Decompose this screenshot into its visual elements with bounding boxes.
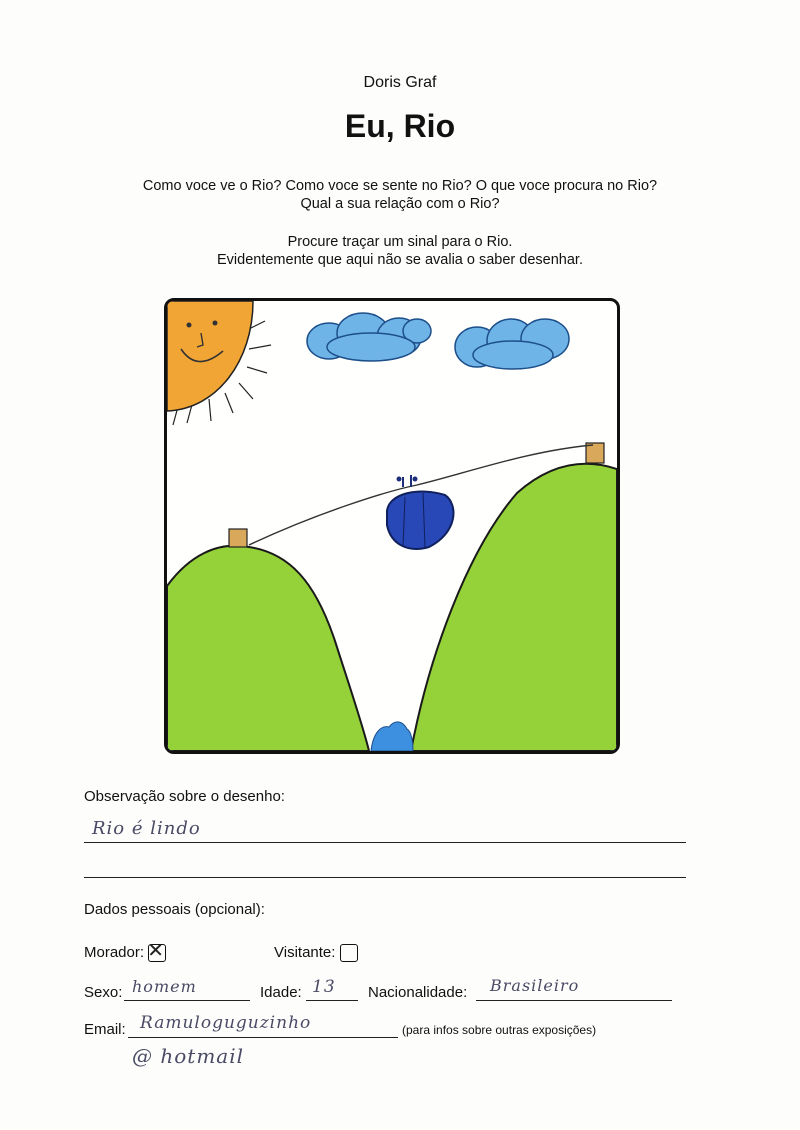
- cable-car-drawing: [387, 475, 453, 549]
- email-field-value-line2: @ hotmail: [132, 1044, 244, 1068]
- child-drawing: [167, 301, 617, 751]
- page-title: Eu, Rio: [344, 108, 456, 144]
- sex-field-line: [124, 1000, 250, 1001]
- nationality-field-value[interactable]: Brasileiro: [490, 976, 580, 995]
- email-label: Email:: [84, 1021, 126, 1038]
- age-field-line: [306, 1000, 358, 1001]
- water-drawing: [371, 722, 413, 751]
- resident-checkbox[interactable]: [147, 938, 166, 963]
- question-line-1: Como voce ve o Rio? Como voce se sente no Rio? O que voce procura no Rio?: [142, 178, 658, 194]
- observation-handwritten-value: Rio é lindo: [92, 818, 201, 839]
- visitor-label: Visitante:: [274, 944, 336, 961]
- author-name: Doris Graf: [363, 74, 437, 91]
- sun-drawing: [167, 301, 271, 425]
- visitor-row: [274, 944, 358, 962]
- visitor-checkbox[interactable]: [340, 944, 358, 962]
- age-label: Idade:: [260, 984, 302, 1001]
- observation-line-2: [84, 877, 686, 878]
- cloud-drawing-left: [307, 313, 431, 361]
- instruction-line-2: Evidentemente que aqui não se avalia o saber desenhar.: [217, 252, 583, 268]
- email-field-line: [128, 1037, 398, 1038]
- nationality-label: Nacionalidade:: [368, 984, 468, 1001]
- mountain-drawing-right: [411, 443, 617, 751]
- instruction-line-1: Procure traçar um sinal para o Rio.: [287, 234, 513, 250]
- mountain-drawing-left: [167, 529, 369, 751]
- sex-field-value[interactable]: homem: [132, 977, 197, 996]
- cloud-drawing-right: [455, 319, 569, 369]
- age-field-value[interactable]: 13: [312, 977, 336, 997]
- email-field-value[interactable]: Ramuloguguzinho: [140, 1013, 312, 1033]
- nationality-field-line: [476, 1000, 672, 1001]
- observation-label: Observação sobre o desenho:: [84, 788, 285, 805]
- checked-x-icon: ✕: [147, 938, 164, 963]
- email-note: (para infos sobre outras exposições): [402, 1023, 597, 1037]
- observation-line-1: [84, 842, 686, 843]
- resident-label: Morador:: [84, 944, 145, 961]
- question-line-2: Qual a sua relação com o Rio?: [300, 196, 500, 212]
- resident-row: [84, 938, 166, 963]
- drawing-frame: [164, 298, 620, 754]
- personal-data-label: Dados pessoais (opcional):: [84, 901, 265, 918]
- sex-label: Sexo:: [84, 984, 123, 1001]
